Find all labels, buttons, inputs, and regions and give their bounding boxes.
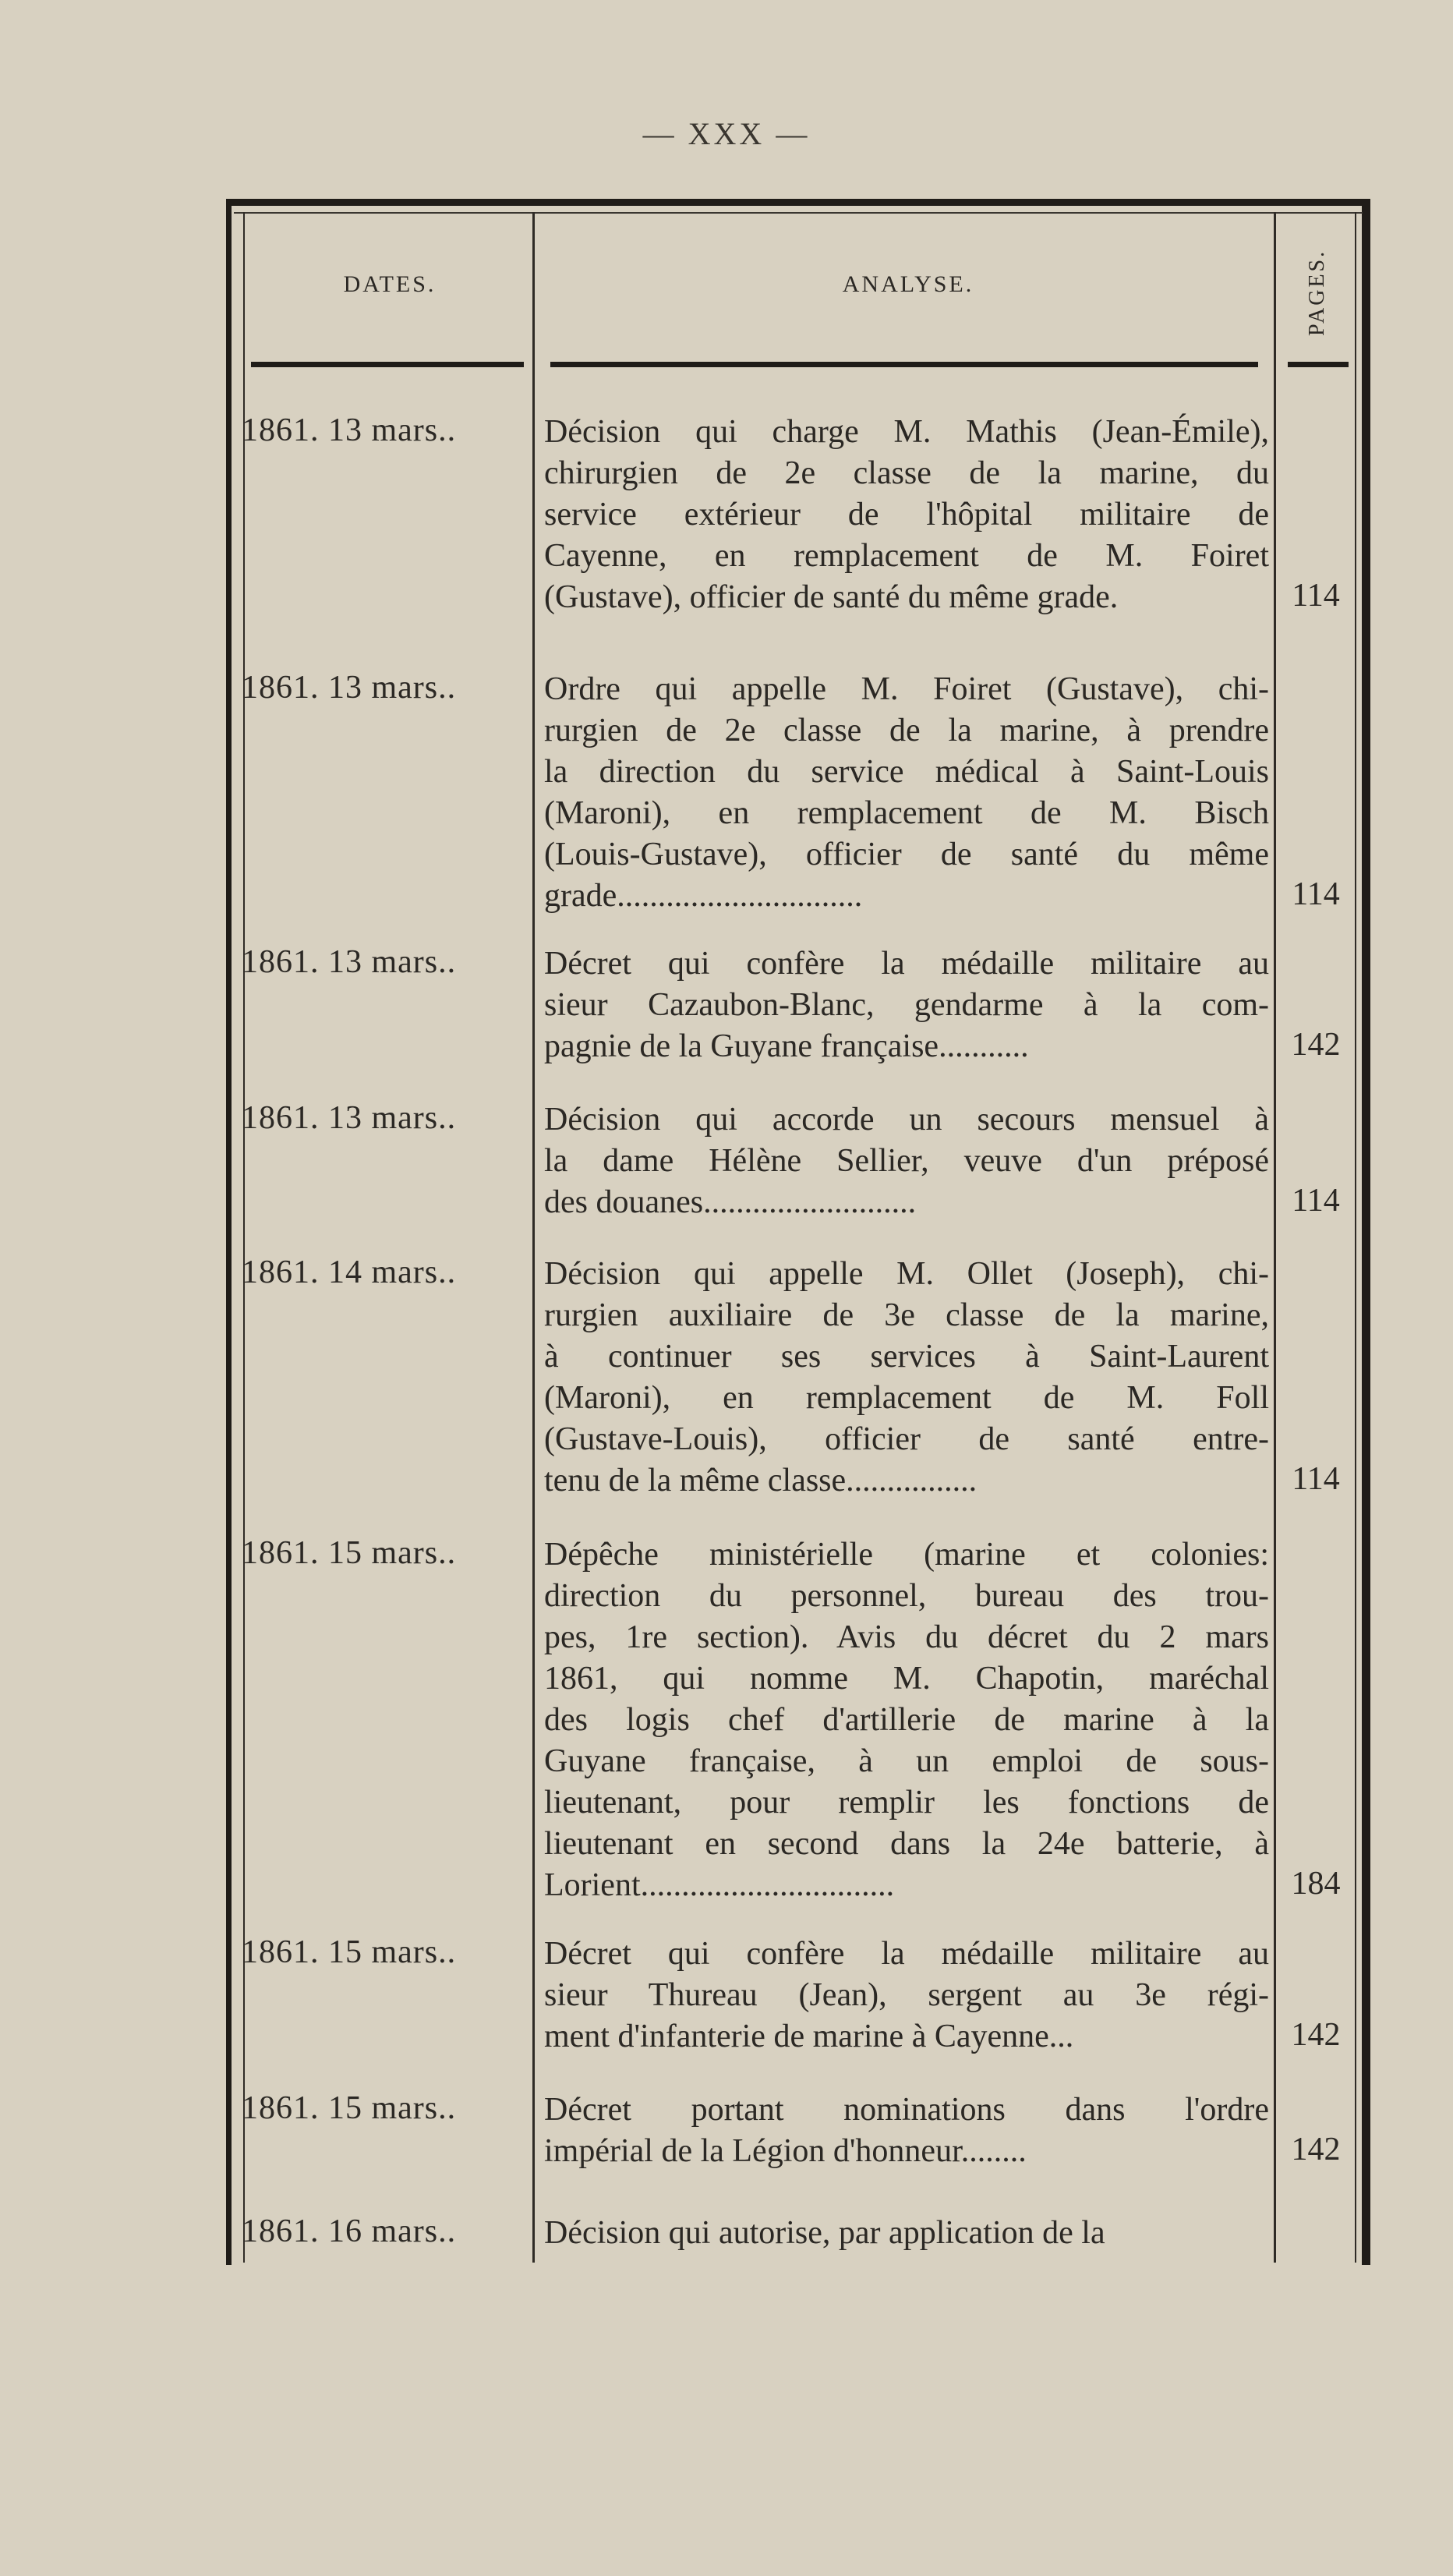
analysis-line: pes, 1re section). Avis du décret du 2 mars bbox=[544, 1619, 1269, 1655]
analysis-line: la dame Hélène Sellier, veuve d'un préposé bbox=[544, 1143, 1269, 1179]
entry-date: 1861. 16 mars.. bbox=[242, 2213, 457, 2249]
entry-page-number: 142 bbox=[1291, 2132, 1341, 2167]
entry-analysis bbox=[544, 412, 1269, 618]
entry-page-number: 114 bbox=[1292, 1183, 1340, 1219]
entry-date: 1861. 15 mars.. bbox=[242, 1535, 457, 1571]
entry-page-number: 142 bbox=[1291, 2017, 1341, 2053]
analysis-line: (Gustave-Louis), officier de santé entre- bbox=[544, 1421, 1269, 1457]
entry-date: 1861. 13 mars.. bbox=[242, 944, 457, 980]
analysis-line: Cayenne, en remplacement de M. Foiret bbox=[544, 538, 1269, 574]
entry-page-number: 142 bbox=[1291, 1027, 1341, 1063]
analysis-line: à continuer ses services à Saint-Laurent bbox=[544, 1339, 1269, 1375]
entry-analysis bbox=[544, 1534, 1269, 1906]
analysis-line: direction du personnel, bureau des trou- bbox=[544, 1578, 1269, 1614]
analysis-line: Décret qui confère la médaille militaire au bbox=[544, 1936, 1269, 1972]
pages-header-rule bbox=[1288, 362, 1349, 367]
analysis-line: Décision qui appelle M. Ollet (Joseph), chi- bbox=[544, 1256, 1269, 1292]
analysis-line: lieutenant en second dans la 24e batterie, à bbox=[544, 1826, 1269, 1862]
analysis-line: Ordre qui appelle M. Foiret (Gustave), chi- bbox=[544, 671, 1269, 707]
analysis-line: Dépêche ministérielle (marine et colonies: bbox=[544, 1537, 1269, 1573]
analysis-line: des douanes.......................... bbox=[544, 1184, 917, 1220]
analysis-line: rurgien de 2e classe de la marine, à prendre bbox=[544, 713, 1269, 748]
analysis-line: (Maroni), en remplacement de M. Foll bbox=[544, 1380, 1269, 1416]
analyse-header-rule bbox=[550, 362, 1258, 367]
entry-analysis bbox=[544, 2089, 1269, 2172]
analysis-line: Décision qui accorde un secours mensuel à bbox=[544, 1102, 1269, 1138]
entry-page-number: 184 bbox=[1291, 1866, 1341, 1902]
dates-header-rule bbox=[251, 362, 524, 367]
entry-date: 1861. 13 mars.. bbox=[242, 670, 457, 706]
entry-date: 1861. 13 mars.. bbox=[242, 412, 457, 448]
page-number-header: — XXX — bbox=[642, 116, 811, 151]
analysis-line: la direction du service médical à Saint-Louis bbox=[544, 754, 1269, 790]
analysis-line: (Louis-Gustave), officier de santé du même bbox=[544, 837, 1269, 872]
entry-analysis bbox=[544, 1934, 1269, 2058]
entry-analysis bbox=[544, 2213, 1269, 2254]
analysis-line: chirurgien de 2e classe de la marine, du bbox=[544, 455, 1269, 491]
dates-column-header: DATES. bbox=[343, 271, 437, 297]
entry-analysis bbox=[544, 1099, 1269, 1223]
analysis-line: Décision qui autorise, par application de la bbox=[544, 2215, 1105, 2251]
analysis-line: ment d'infanterie de marine à Cayenne... bbox=[544, 2019, 1074, 2054]
entry-page-number: 114 bbox=[1292, 1461, 1340, 1497]
entry-analysis bbox=[544, 943, 1269, 1067]
entry-date: 1861. 13 mars.. bbox=[242, 1100, 457, 1136]
analysis-line: rurgien auxiliaire de 3e classe de la marine, bbox=[544, 1297, 1269, 1333]
entry-date: 1861. 14 mars.. bbox=[242, 1254, 457, 1290]
analysis-line: 1861, qui nomme M. Chapotin, maréchal bbox=[544, 1661, 1269, 1697]
analysis-line: tenu de la même classe................ bbox=[544, 1463, 978, 1499]
analysis-line: grade.............................. bbox=[544, 878, 863, 914]
pages-column-divider bbox=[1274, 212, 1276, 2263]
pages-column-header: PAGES. bbox=[1305, 249, 1329, 336]
entry-page-number: 114 bbox=[1292, 578, 1340, 614]
date-column-divider bbox=[532, 212, 535, 2263]
entry-analysis bbox=[544, 1254, 1269, 1502]
analysis-line: Guyane française, à un emploi de sous- bbox=[544, 1743, 1269, 1779]
analyse-column-header: ANALYSE. bbox=[842, 271, 974, 297]
analysis-line: (Gustave), officier de santé du même grade. bbox=[544, 579, 1119, 615]
entry-analysis bbox=[544, 669, 1269, 917]
analysis-line: sieur Cazaubon-Blanc, gendarme à la com- bbox=[544, 987, 1269, 1023]
table-right-rule bbox=[1355, 212, 1356, 2263]
entry-date: 1861. 15 mars.. bbox=[242, 2090, 457, 2126]
analysis-line: Décret qui confère la médaille militaire au bbox=[544, 946, 1269, 982]
analysis-line: Décret portant nominations dans l'ordre bbox=[544, 2092, 1269, 2128]
analysis-line: Lorient............................... bbox=[544, 1867, 895, 1903]
analysis-line: lieutenant, pour remplir les fonctions de bbox=[544, 1785, 1269, 1821]
analysis-line: impérial de la Légion d'honneur........ bbox=[544, 2133, 1027, 2169]
table-inner-top-rule bbox=[234, 212, 1363, 214]
entry-page-number: 114 bbox=[1292, 876, 1340, 912]
analysis-line: service extérieur de l'hôpital militaire de bbox=[544, 497, 1269, 533]
entry-date: 1861. 15 mars.. bbox=[242, 1934, 457, 1970]
analysis-line: Décision qui charge M. Mathis (Jean-Émile), bbox=[544, 414, 1269, 450]
analysis-line: pagnie de la Guyane française........... bbox=[544, 1028, 1029, 1064]
analysis-line: des logis chef d'artillerie de marine à la bbox=[544, 1702, 1269, 1738]
analysis-line: sieur Thureau (Jean), sergent au 3e régi- bbox=[544, 1977, 1269, 2013]
analysis-line: (Maroni), en remplacement de M. Bisch bbox=[544, 795, 1269, 831]
